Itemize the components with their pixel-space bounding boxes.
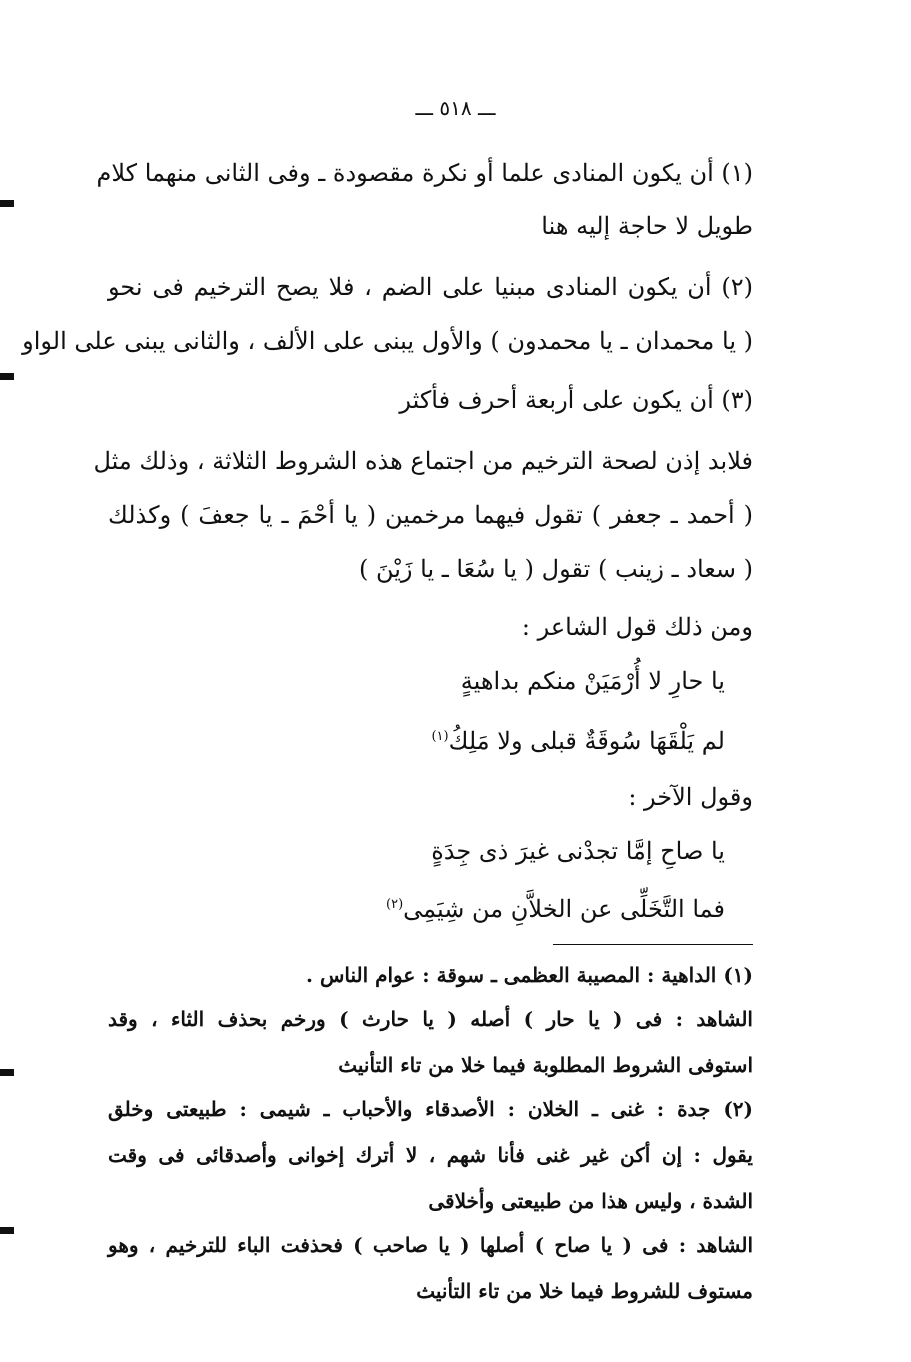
condition-1-line-2: طويل لا حاجة إليه هنا xyxy=(541,212,753,240)
page-number: ـــ ٥١٨ ـــ xyxy=(415,96,496,120)
condition-3: (٣) أن يكون على أربعة أحرف فأكثر xyxy=(399,386,753,414)
verse-1-first-hemistich: يا حارِ لا أُرْمَيَنْ منكم بداهيةٍ xyxy=(460,667,725,695)
margin-mark xyxy=(0,373,14,380)
footnote-ref-1: (١) xyxy=(431,729,449,744)
footnote-1-line-2: الشاهد : فى ( يا حار ) أصله ( يا حارث ) ورخم بحذف الثاء ، وقد xyxy=(108,1007,753,1031)
footnote-ref-2: (٢) xyxy=(386,897,404,912)
verse-intro-1: ومن ذلك قول الشاعر : xyxy=(521,613,753,641)
verse-1-text: لم يَلْقَهَا سُوقَةٌ قبلى ولا مَلِكُ xyxy=(448,727,725,755)
paragraph-line-1: فلابد إذن لصحة الترخيم من اجتماع هذه الشروط الثلاثة ، وذلك مثل xyxy=(93,447,753,475)
margin-mark xyxy=(0,1069,14,1076)
footnote-2-line-2: يقول : إن أكن غير غنى فأنا شهم ، لا أترك إخوانى وأصدقائى فى وقت xyxy=(108,1143,753,1167)
verse-2-second-hemistich xyxy=(165,888,725,926)
footnote-divider xyxy=(553,944,753,945)
paragraph-line-2: ( أحمد ـ جعفر ) تقول فيهما مرخمين ( يا أحْمَ ـ يا جعفَ ) وكذلك xyxy=(108,501,753,529)
paragraph-line-3: ( سعاد ـ زينب ) تقول ( يا سُعَا ـ يا زَيْنَ ) xyxy=(358,555,753,583)
verse-2-first-hemistich: يا صاحِ إمَّا تجدْنى غيرَ ذى جِدَةٍ xyxy=(431,837,725,865)
footnote-1-line-3: استوفى الشروط المطلوبة فيما خلا من تاء التأنيث xyxy=(338,1053,753,1077)
footnote-2-line-4: الشاهد : فى ( يا صاح ) أصلها ( يا صاحب ) فحذفت الباء للترخيم ، وهو xyxy=(108,1233,753,1257)
verse-intro-2: وقول الآخر : xyxy=(628,783,753,811)
footnote-1-line-1: (١) الداهية : المصيبة العظمى ـ سوقة : عوام الناس . xyxy=(306,963,753,987)
footnote-2-line-5: مستوف للشروط فيما خلا من تاء التأنيث xyxy=(416,1279,753,1303)
verse-1-second-hemistich xyxy=(165,720,725,758)
footnote-2-line-3: الشدة ، وليس هذا من طبيعتى وأخلاقى xyxy=(428,1189,753,1213)
condition-2-line-1: (٢) أن يكون المنادى مبنيا على الضم ، فلا يصح الترخيم فى نحو xyxy=(108,273,753,301)
verse-2-text: فما التَّخَلِّى عن الخلاَّنِ من شِيَمِى xyxy=(403,895,725,923)
condition-1-line-1: (١) أن يكون المنادى علما أو نكرة مقصودة ـ وفى الثانى منهما كلام xyxy=(96,159,753,187)
margin-mark xyxy=(0,1227,14,1234)
footnote-2-line-1: (٢) جدة : غنى ـ الخلان : الأصدقاء والأحباب ـ شيمى : طبيعتى وخلق xyxy=(108,1097,753,1121)
condition-2-line-2: ( يا محمدان ـ يا محمدون ) والأول يبنى على الألف ، والثانى يبنى على الواو xyxy=(22,327,753,355)
margin-mark xyxy=(0,200,14,207)
